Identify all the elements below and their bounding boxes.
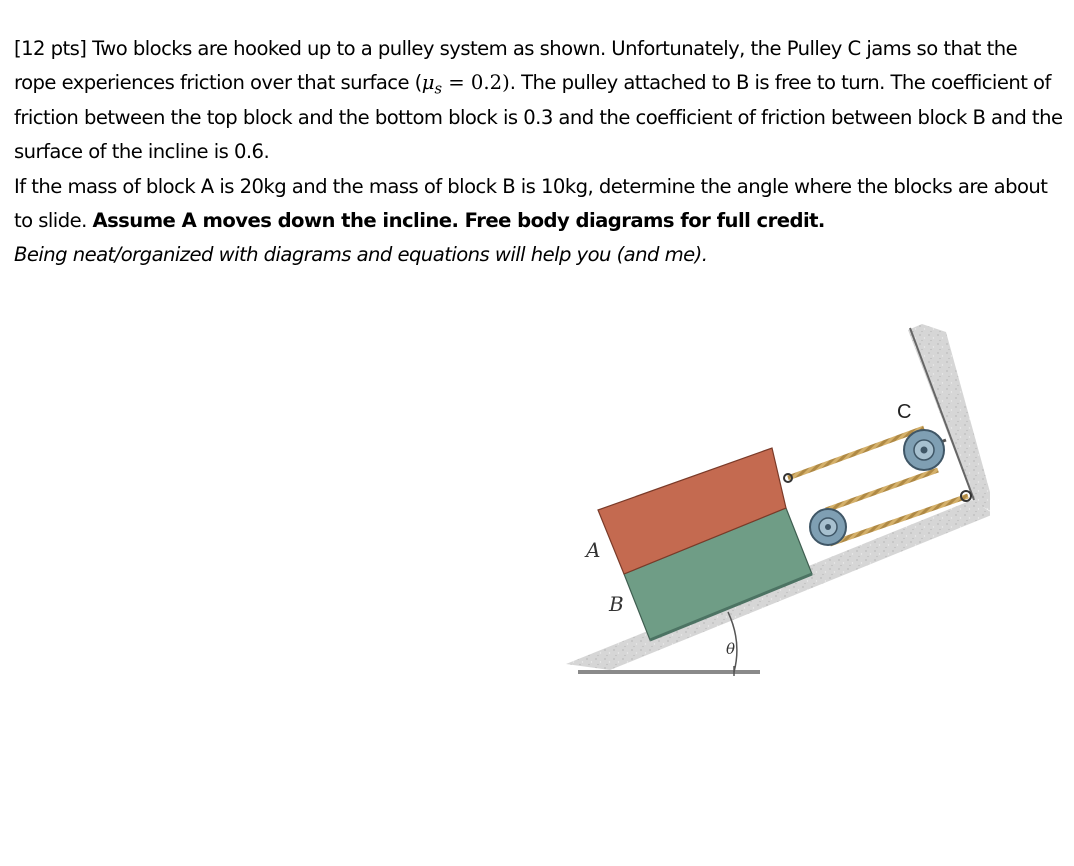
problem-paragraph-3 (14, 238, 1064, 272)
problem-sentence-1: Two blocks are hooked up to a pulley system as shown. Unfortunately, the Pulley C jams so that the rope experiences friction over that surface ( (14, 37, 1018, 95)
problem-sentence-3: If the mass of block A is 20kg and the mass of block B is 10kg, determine the angle where the blocks are about to slide. (14, 174, 1048, 233)
label-c: C (897, 401, 912, 423)
mu-value: = 0.2) (442, 71, 510, 95)
rope-middle (826, 470, 938, 510)
problem-paragraph-2 (14, 170, 1064, 239)
ground-line (578, 670, 760, 674)
problem-sentence-2: . The pulley attached to B is free to turn. The coefficient of friction between the top block and the bottom block is 0.3 and the coefficient of friction between block B and the surface of the incline is 0.6. (14, 71, 1063, 164)
label-theta: θ (726, 640, 736, 658)
problem-paragraph-1 (14, 32, 1064, 170)
mu-equation (421, 71, 510, 98)
points-label: [12 pts] (14, 37, 87, 60)
mu-subscript: s (434, 80, 443, 98)
italic-note: Being neat/organized with diagrams and equations will help you (and me). (14, 243, 708, 267)
pulley-c (904, 430, 946, 470)
pulley-incline-diagram (560, 318, 990, 688)
problem-statement (14, 32, 1064, 273)
wall (908, 324, 990, 514)
label-a: A (586, 538, 601, 562)
bold-instruction: Assume A moves down the incline. Free body diagrams for full credit. (92, 209, 825, 233)
pulley-b (810, 509, 846, 545)
mu-symbol: μ (421, 71, 435, 95)
label-b: B (609, 592, 624, 616)
